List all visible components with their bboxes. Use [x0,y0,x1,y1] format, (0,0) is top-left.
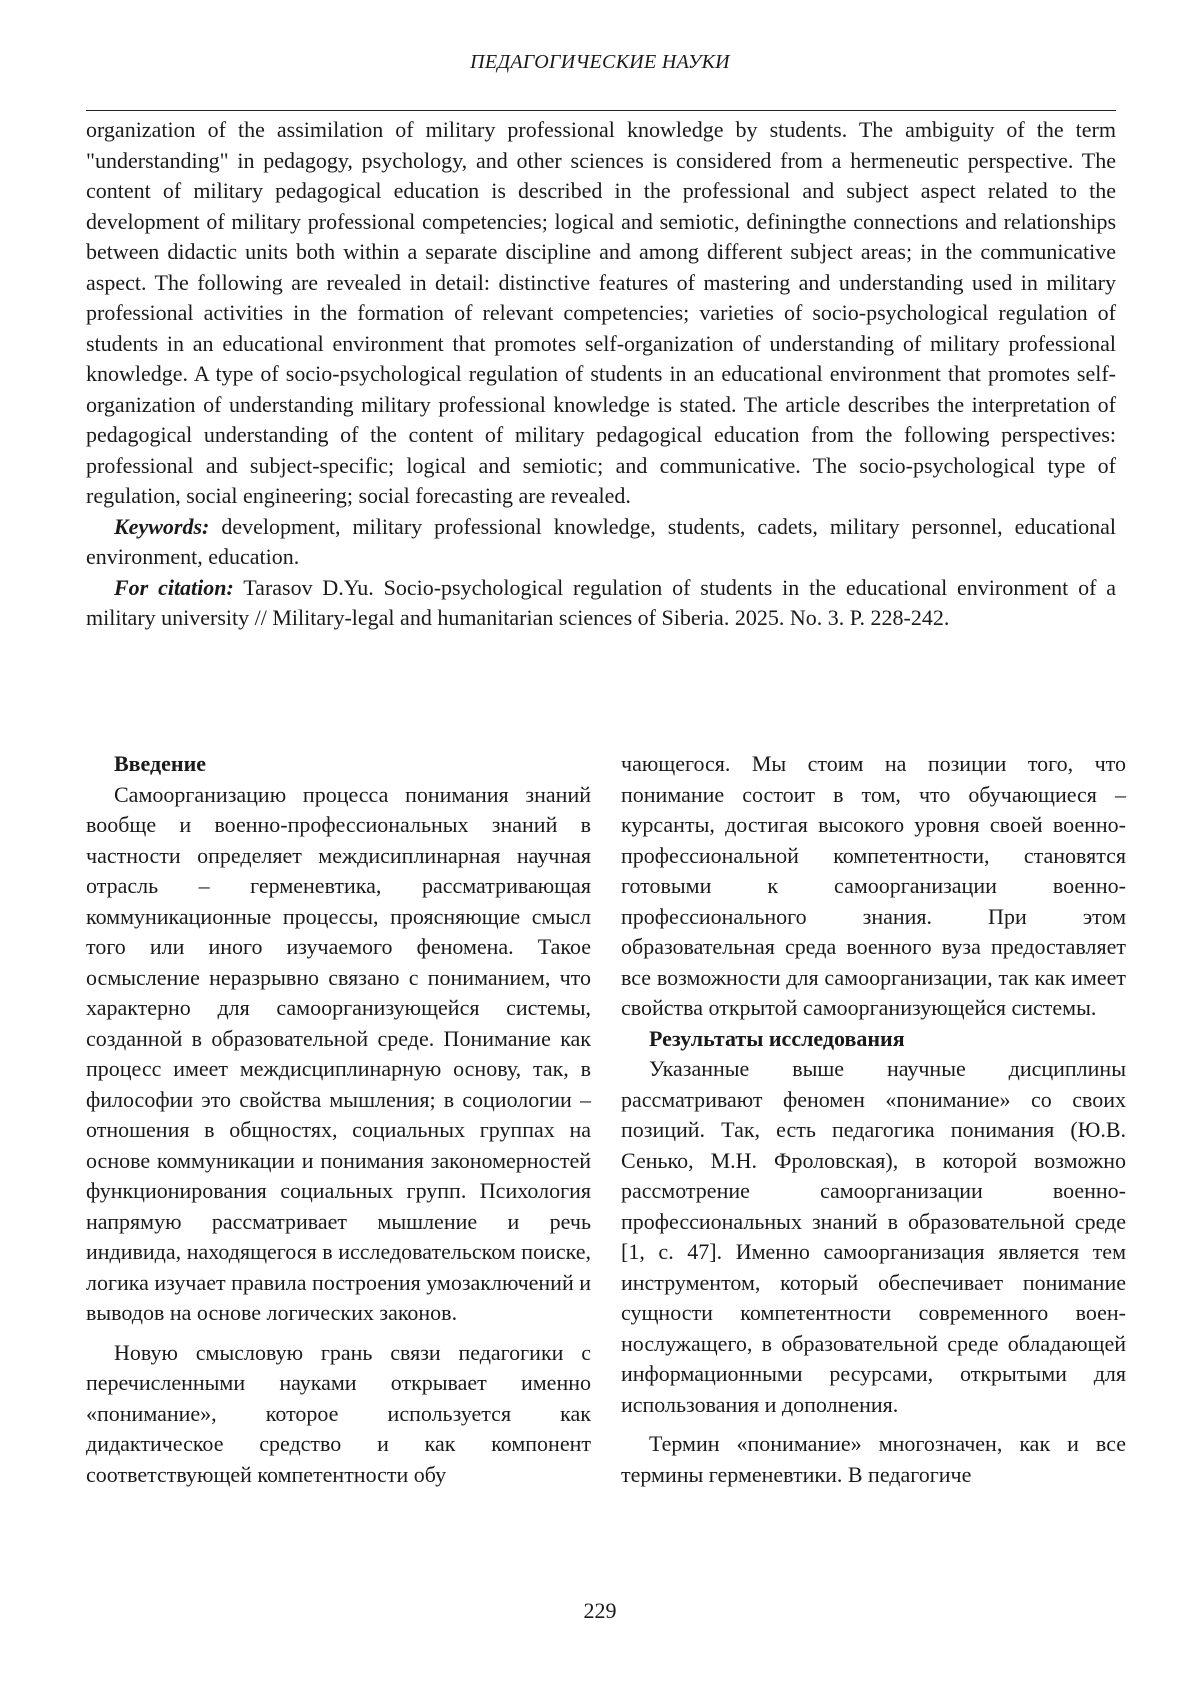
results-paragraph-2: Термин «понимание» многозначен, как и все термины герменевтики. В педагогиче [621,1431,1126,1487]
results-paragraph-1: Указанные выше научные дисциплины рассматривают феномен «понимание» со своих позиций. Так, есть педагогика понимания (Ю.В. Сенько, М.Н. Фроловская), в которой возможно рассмотрение самоорганизации военно-профессиональных знаний в образовательной среде [1, с. 47]. Именно самоорганизация является тем инструментом, который обеспечивает понимание сущности компетентности современного военнослужащего, в образовательной среде обладающей информационными ресурсами, открытыми для использования и дополнения. [621,1056,1126,1417]
citation [86,573,1116,634]
abstract-text: organization of the assimilation of military professional knowledge by students. The ambiguity of the term "understanding" in pedagogy, psychology, and other sciences is considered from a hermeneutic perspective. The content of military pedagogical education is described in the professional and subject aspect related to the development of military professional competencies; logical and semiotic, definingthe connections and relationships between didactic units both within a separate discipline and among different subject areas; in the communicative aspect. The following are revealed in detail: distinctive features of mastering and understanding used in military professional activities in the formation of relevant competencies; varieties of socio-psychological regulation of students in an educational environment that promotes self-organization of understanding of military professional knowledge. A type of socio-psychological regulation of students in an educational environment that promotes self-organization of understanding military professional knowledge is stated. The article describes the interpretation of pedagogical understanding of the content of military pedagogical education from the following perspectives: professional and subject-specific; logical and semiotic; and communicative. The socio-psychological type of regulation, social engineering; social forecasting are revealed. [86,117,1116,508]
running-head: ПЕДАГОГИЧЕСКИЕ НАУКИ [470,51,730,73]
paragraph-continuation: чающегося. Мы стоим на позиции того, что понимание состоит в том, что обучающиеся – курсанты, достигая высокого уровня своей военно-профессиональной компетентности, становятся готовыми к самоорганизации военно-профессионального знания. При этом образовательная среда военного вуза предоставляет все возможности для самоорганизации, так как имеет свойства открытой самоорганизующейся системы. [621,751,1126,1020]
keywords [86,512,1116,573]
introduction-heading: Введение [114,751,207,776]
right-column [621,749,1126,1490]
abstract [86,115,1116,634]
introduction-paragraph-1: Самоорганизацию процесса понимания знаний вообще и военно-профессиональных знаний в частности определяет междисиплинарная научная отрасль – герменевтика, рассматривающая коммуникационные процессы, проясняющие смысл того или иного изучаемого феномена. Такое осмысление неразрывно связано с пониманием, что характерно для самоорганизующейся системы, созданной в образовательной среде. Понимание как процесс имеет междисциплинарную основу, так, в философии это свойства мышления; в социологии – отношения в общностях, социальных группах на основе коммуникации и понимания закономерностей функционирования социальных групп. Психология напрямую рассматривает мышление и речь индивида, находящегося в исследовательском поиске, логика изучает правила построения умозаключений и выводов на основе логических законов. [86,781,591,1325]
left-column [86,749,591,1490]
keywords-text: development, military professional knowledge, students, cadets, military personnel, educational environment, education. [86,513,1116,569]
results-heading: Результаты исследования [649,1025,905,1051]
page-number: 229 [583,1598,617,1623]
header-rule [86,110,1116,111]
introduction-paragraph-2: Новую смысловую грань связи педагогики с перечисленными науками открывает именно «понимание», которое используется как дидактическое средство и как компонент соответствующей компетентности обу [86,1339,591,1487]
keywords-label: Keywords: [114,513,210,539]
citation-label: For citation: [114,574,234,600]
citation-text: Tarasov D.Yu. Socio-psychological regulation of students in the educational environment of a military university // Military-legal and humanitarian sciences of Siberia. 2025. No. 3. P. 228-242. [86,574,1116,630]
